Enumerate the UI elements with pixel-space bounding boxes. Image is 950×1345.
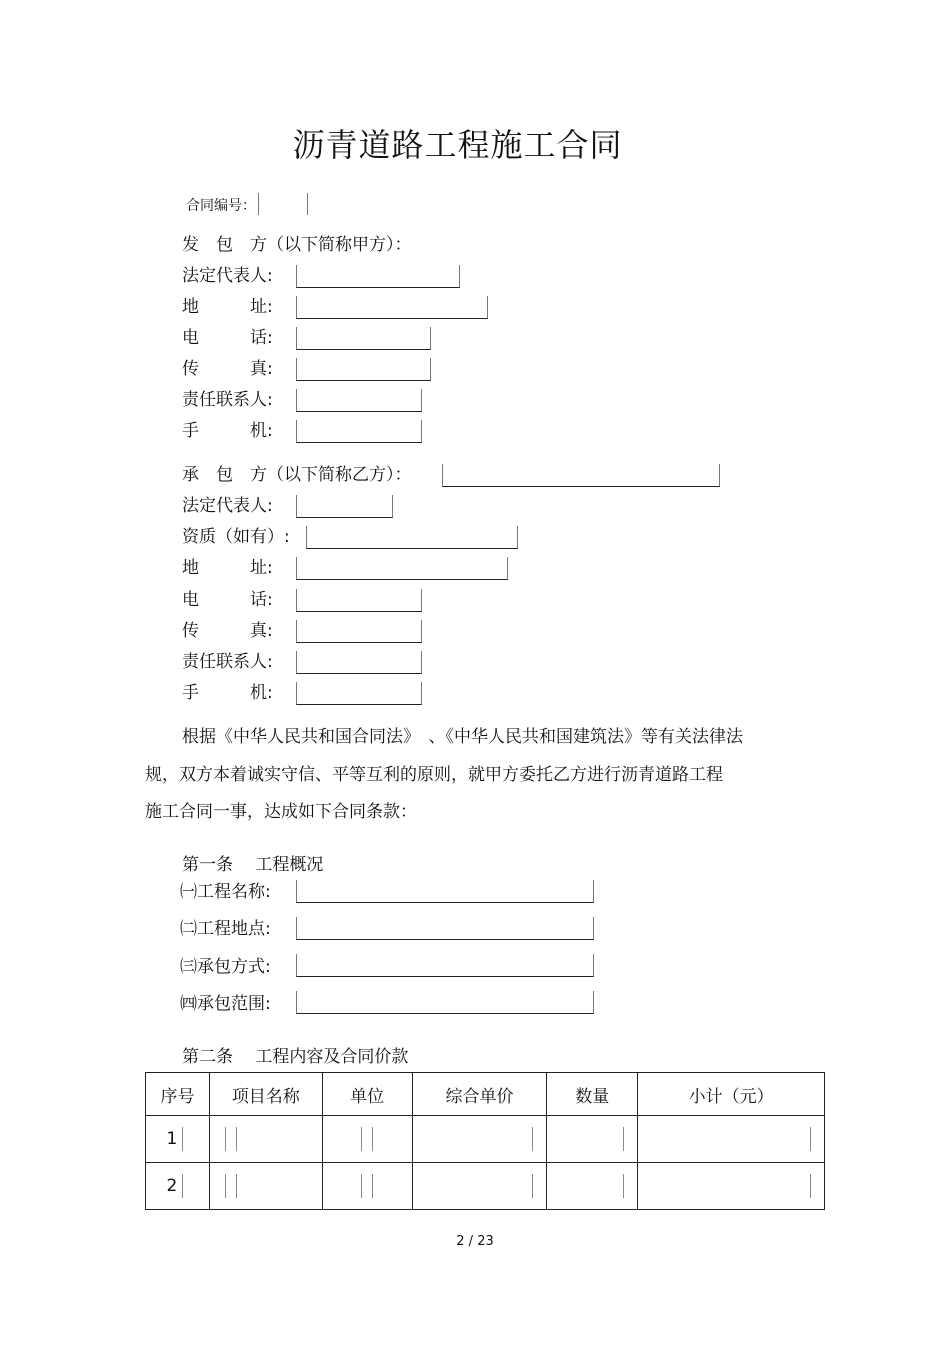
party-a-phone-field[interactable] (296, 327, 431, 350)
party-b-phone-field[interactable] (296, 589, 422, 612)
row-1-quantity[interactable] (547, 1116, 638, 1163)
party-b-mobile-field[interactable] (296, 682, 422, 705)
intro-line-3: 施工合同一事，达成如下合同条款： (145, 802, 417, 822)
party-a-legal-rep-label: 法定代表人: (182, 266, 273, 286)
cell-marker (225, 1127, 226, 1151)
price-table (145, 1072, 825, 1210)
party-b-qualification-field[interactable] (306, 526, 518, 549)
cell-marker (182, 1127, 183, 1151)
page-number: 2 (456, 1234, 465, 1249)
cell-marker (236, 1174, 237, 1198)
party-a-fax-field[interactable] (296, 358, 431, 381)
cell-marker (532, 1174, 533, 1198)
party-b-mobile-label: 手 机: (182, 683, 273, 703)
row-1-subtotal[interactable] (638, 1116, 825, 1163)
article-1-heading: 第一条 工程概况 (182, 855, 324, 875)
party-a-heading: 发 包 方（以下简称甲方）： (182, 235, 412, 255)
row-1-unit[interactable] (322, 1116, 412, 1163)
party-b-fax-field[interactable] (296, 620, 422, 643)
contract-number-field[interactable] (258, 193, 308, 215)
header-no: 序号 (146, 1073, 210, 1116)
cell-marker (372, 1174, 373, 1198)
header-unit-price: 综合单价 (412, 1073, 547, 1116)
row-2-quantity[interactable] (547, 1163, 638, 1210)
party-b-phone-label: 电 话: (182, 590, 273, 610)
party-a-legal-rep-field[interactable] (296, 265, 460, 288)
party-b-qualification-label: 资质（如有）: (182, 527, 290, 547)
party-a-contact-label: 责任联系人: (182, 390, 273, 410)
row-1-item-name[interactable] (209, 1116, 322, 1163)
table-row (146, 1163, 825, 1210)
party-a-mobile-field[interactable] (296, 420, 422, 443)
row-2-subtotal[interactable] (638, 1163, 825, 1210)
intro-line-1: 根据《中华人民共和国合同法》 、《中华人民共和国建筑法》等有关法律法 (182, 727, 743, 747)
party-b-contact-field[interactable] (296, 651, 422, 674)
contract-number-label: 合同编号： (186, 198, 256, 214)
row-1-no (146, 1116, 210, 1163)
cell-marker (182, 1174, 183, 1198)
party-a-mobile-label: 手 机: (182, 421, 273, 441)
page-total: 23 (477, 1234, 494, 1249)
cell-marker (810, 1174, 811, 1198)
party-b-legal-rep-field[interactable] (296, 495, 393, 518)
cell-marker (225, 1174, 226, 1198)
intro-line-2: 规，双方本着诚实守信、平等互利的原则，就甲方委托乙方进行沥青道路工程 (145, 765, 723, 785)
cell-marker (361, 1174, 362, 1198)
cell-marker (236, 1127, 237, 1151)
page-footer (0, 1234, 950, 1249)
row-no-value: 1 (166, 1129, 178, 1149)
party-a-address-label: 地 址: (182, 297, 273, 317)
header-subtotal: 小计（元） (638, 1073, 825, 1116)
cell-marker (810, 1127, 811, 1151)
party-b-name-field[interactable] (442, 464, 720, 487)
header-quantity: 数量 (547, 1073, 638, 1116)
project-name-label: ㈠工程名称: (180, 882, 271, 902)
party-a-fax-label: 传 真: (182, 359, 273, 379)
cell-marker (623, 1127, 624, 1151)
party-b-fax-label: 传 真: (182, 621, 273, 641)
project-name-field[interactable] (296, 880, 594, 903)
contract-scope-field[interactable] (296, 991, 594, 1014)
document-title: 沥青道路工程施工合同 (292, 126, 623, 164)
row-2-unit-price[interactable] (412, 1163, 547, 1210)
party-b-heading: 承 包 方（以下简称乙方）： (182, 465, 412, 485)
table-header-row (146, 1073, 825, 1116)
party-b-contact-label: 责任联系人: (182, 652, 273, 672)
party-b-address-label: 地 址: (182, 558, 273, 578)
party-a-address-field[interactable] (296, 296, 488, 319)
table-row (146, 1116, 825, 1163)
row-1-unit-price[interactable] (412, 1116, 547, 1163)
party-a-contact-field[interactable] (296, 389, 422, 412)
contract-method-label: ㈢承包方式: (180, 957, 271, 977)
contract-scope-label: ㈣承包范围: (180, 994, 271, 1014)
row-2-item-name[interactable] (209, 1163, 322, 1210)
party-a-phone-label: 电 话: (182, 328, 273, 348)
article-2-heading: 第二条 工程内容及合同价款 (182, 1047, 409, 1067)
contract-method-field[interactable] (296, 954, 594, 977)
project-location-label: ㈡工程地点: (180, 919, 271, 939)
cell-marker (623, 1174, 624, 1198)
project-location-field[interactable] (296, 917, 594, 940)
header-unit: 单位 (322, 1073, 412, 1116)
cell-marker (361, 1127, 362, 1151)
cell-marker (372, 1127, 373, 1151)
party-b-legal-rep-label: 法定代表人: (182, 496, 273, 516)
page-separator: / (468, 1234, 474, 1249)
row-2-no (146, 1163, 210, 1210)
header-item-name: 项目名称 (209, 1073, 322, 1116)
party-b-address-field[interactable] (296, 557, 508, 580)
row-2-unit[interactable] (322, 1163, 412, 1210)
row-no-value: 2 (166, 1176, 178, 1196)
cell-marker (532, 1127, 533, 1151)
